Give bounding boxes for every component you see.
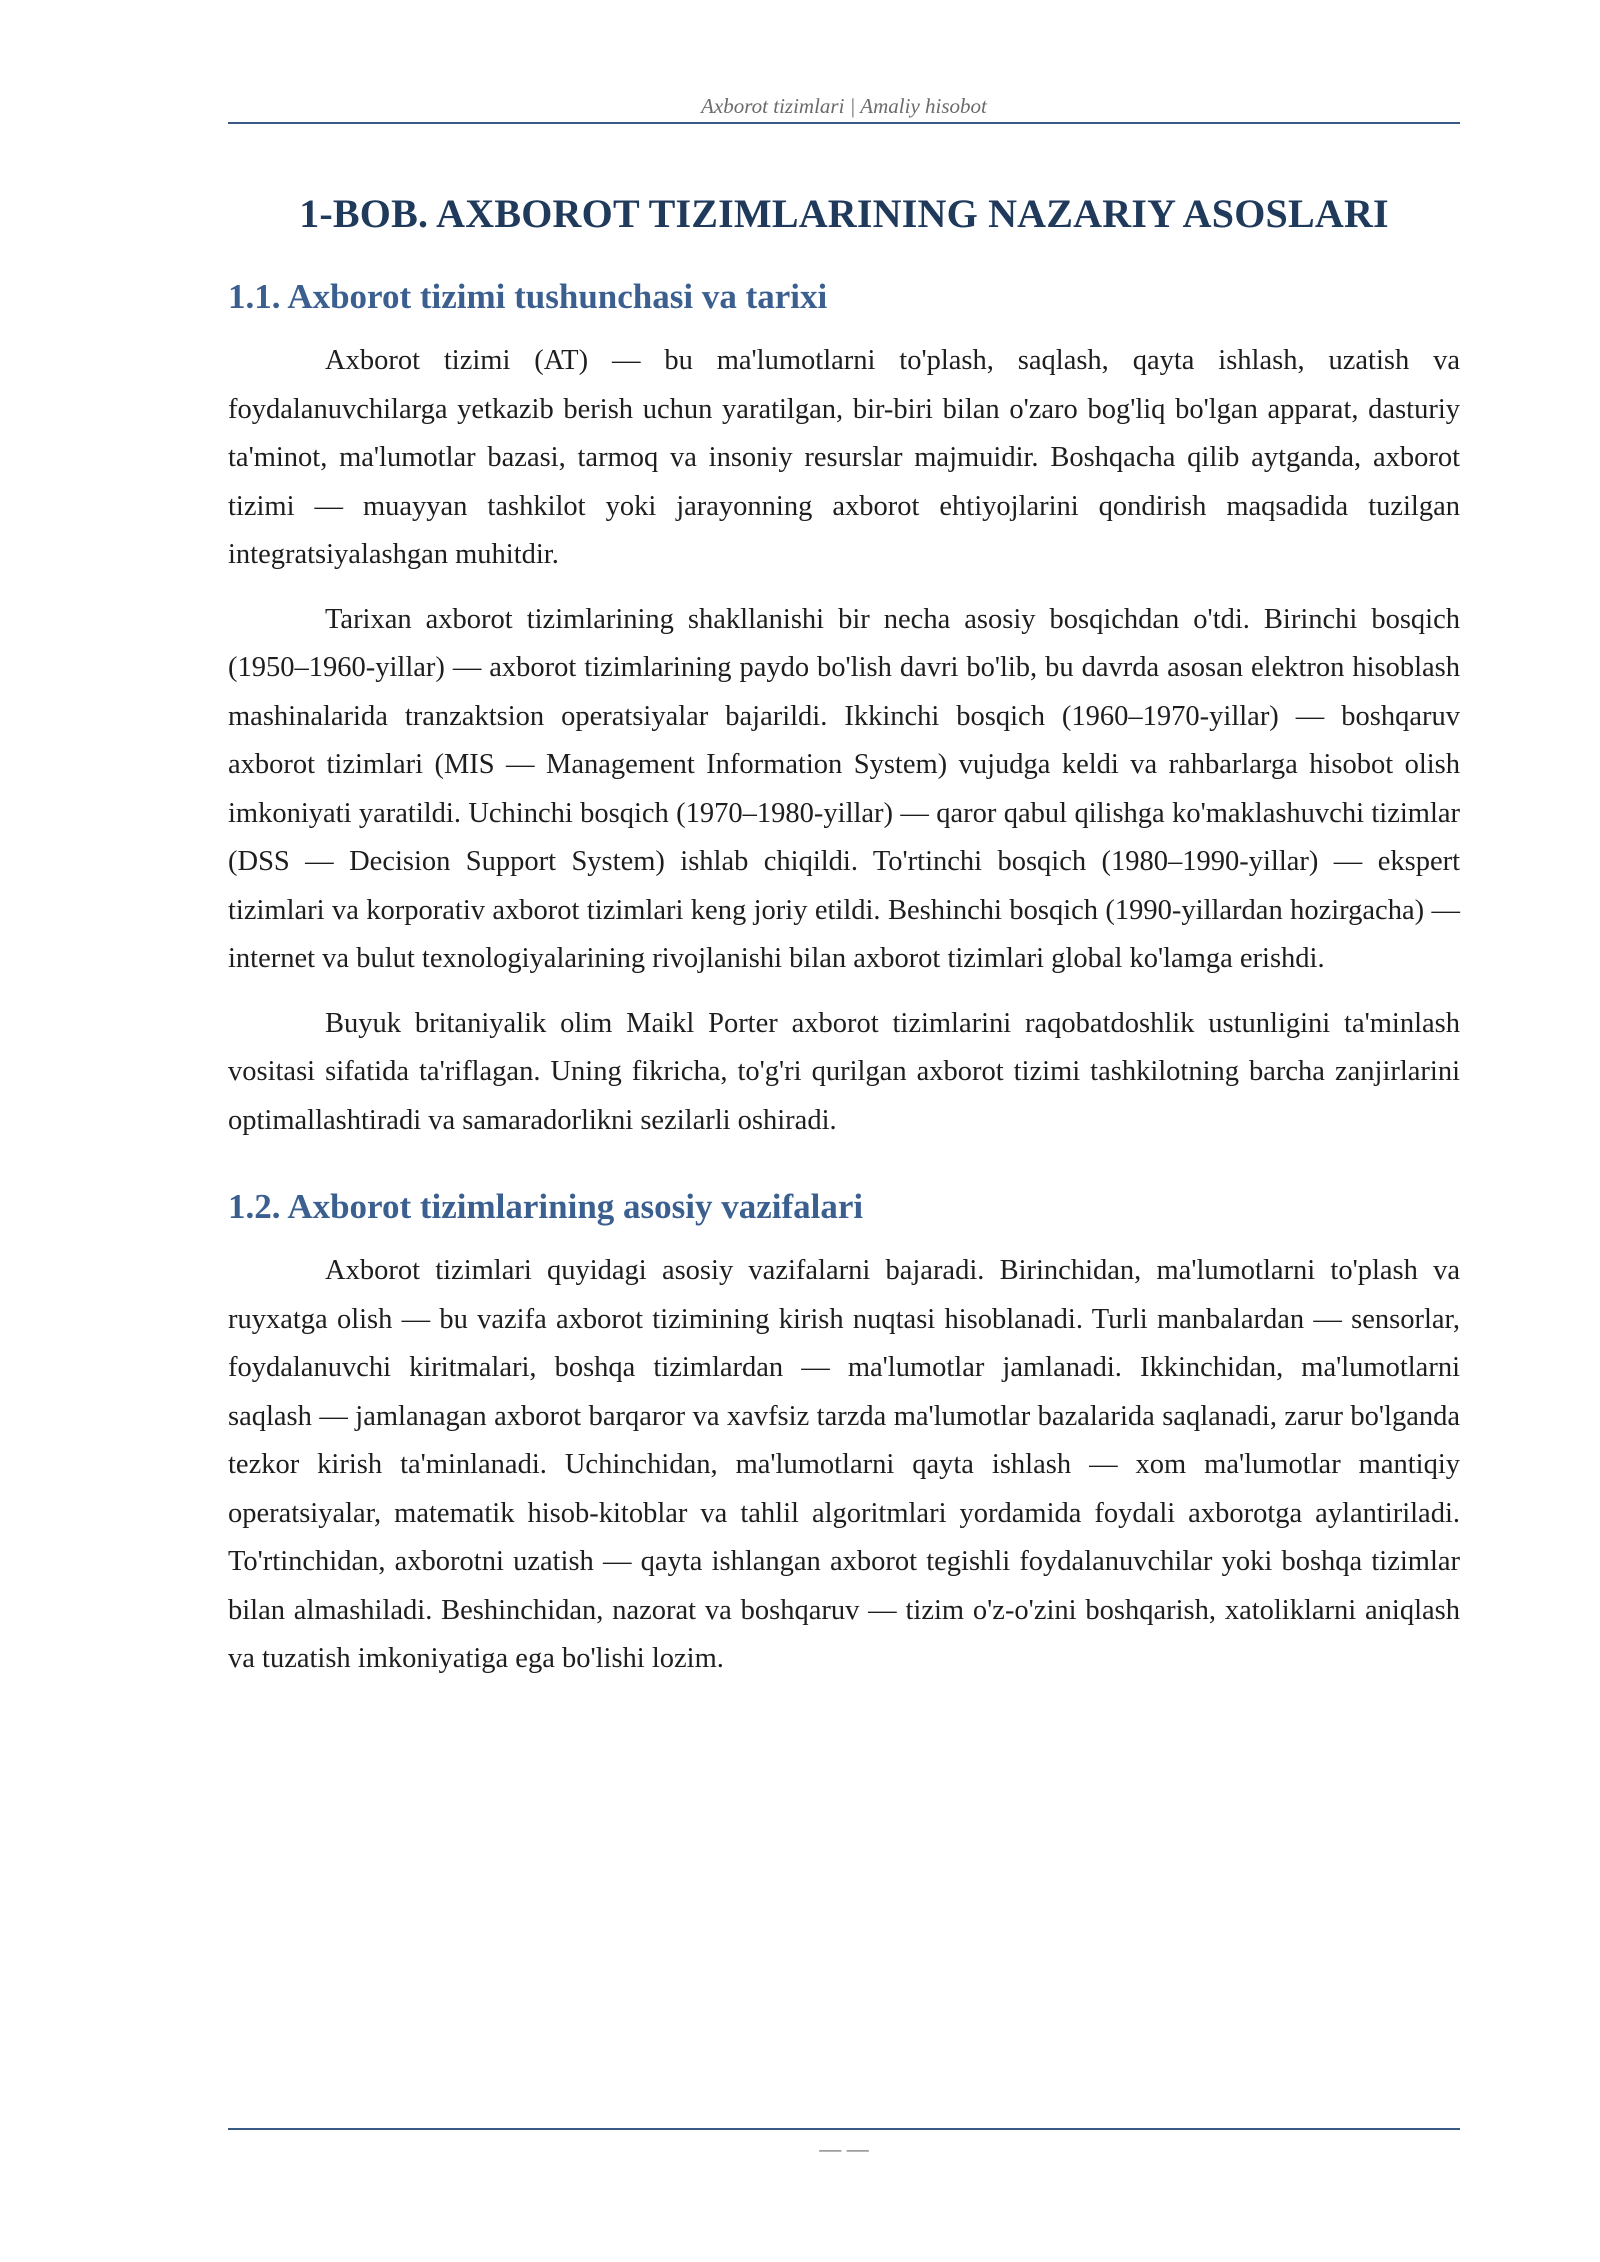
paragraph-porter: Buyuk britaniyalik olim Maikl Porter axborot tizimlarini raqobatdoshlik ustunligini ta'minlash vositasi sifatida ta'riflagan. Uning fikricha, to'g'ri qurilgan axborot tizimi tashkilotning barcha zanjirlarini optimallashtiradi va samaradorlikni sezilarli oshiradi. — [228, 1007, 1460, 1136]
paragraph-definition: Axborot tizimi (AT) — bu ma'lumotlarni to'plash, saqlash, qayta ishlash, uzatish va foydalanuvchilarga yetkazib berish uchun yaratilgan, bir-biri bilan o'zaro bog'liq bo'lgan apparat, dasturiy ta'minot, ma'lumotlar bazasi, tarmoq va insoniy resurslar majmuidir. Boshqacha qilib aytganda, axborot tizimi — muayyan tashkilot yoki jarayonning axborot ehtiyojlarini qondirish maqsadida tuzilgan integratsiyalashgan muhitdir. — [228, 345, 1460, 570]
section-title-1-1: 1.1. Axborot tizimi tushunchasi va tarixi — [228, 277, 828, 316]
running-header: Axborot tizimlari | Amaliy hisobot — [701, 94, 987, 118]
footer-divider — [228, 2128, 1460, 2130]
paragraph-functions: Axborot tizimlari quyidagi asosiy vazifalarni bajaradi. Birinchidan, ma'lumotlarni to'plash va ruyxatga olish — bu vazifa axborot tizimining kirish nuqtasi hisoblanadi. Turli manbalardan — sensorlar, foydalanuvchi kiritmalari, boshqa tizimlardan — ma'lumotlar jamlanadi. Ikkinchidan, ma'lumotlarni saqlash — jamlanagan axborot barqaror va xavfsiz tarzda ma'lumotlar bazalarida saqlanadi, zarur bo'lganda tezkor kirish ta'minlanadi. Uchinchidan, ma'lumotlarni qayta ishlash — xom ma'lumotlar mantiqiy operatsiyalar, matematik hisob-kitoblar va tahlil algoritmlari yordamida foydali axborotga aylantiriladi. To'rtinchidan, axborotni uzatish — qayta ishlangan axborot tegishli foydalanuvchilar yoki boshqa tizimlar bilan almashiladi. Beshinchidan, nazorat va boshqaruv — tizim o'z-o'zini boshqarish, xatoliklarni aniqlash va tuzatish imkoniyatiga ega bo'lishi lozim. — [228, 1255, 1460, 1674]
header-divider — [228, 122, 1460, 124]
chapter-title: 1-BOB. AXBOROT TIZIMLARINING NAZARIY ASOSLARI — [299, 191, 1389, 236]
page-number-marker: — — — [819, 2136, 869, 2161]
paragraph-history: Tarixan axborot tizimlarining shakllanishi bir necha asosiy bosqichdan o'tdi. Birinchi bosqich (1950–1960-yillar) — axborot tizimlarining paydo bo'lish davri bo'lib, bu davrda asosan elektron hisoblash mashinalarida tranzaktsion operatsiyalar bajarildi. Ikkinchi bosqich (1960–1970-yillar) — boshqaruv axborot tizimlari (MIS — Management Information System) vujudga keldi va rahbarlarga hisobot olish imkoniyati yaratildi. Uchinchi bosqich (1970–1980-yillar) — qaror qabul qilishga ko'maklashuvchi tizimlar (DSS — Decision Support System) ishlab chiqildi. To'rtinchi bosqich (1980–1990-yillar) — ekspert tizimlari va korporativ axborot tizimlari keng joriy etildi. Beshinchi bosqich (1990-yillardan hozirgacha) — internet va bulut texnologiyalarining rivojlanishi bilan axborot tizimlari global ko'lamga erishdi. — [228, 603, 1460, 974]
section-title-1-2: 1.2. Axborot tizimlarining asosiy vazifalari — [228, 1187, 864, 1226]
page-content — [228, 190, 1460, 1700]
